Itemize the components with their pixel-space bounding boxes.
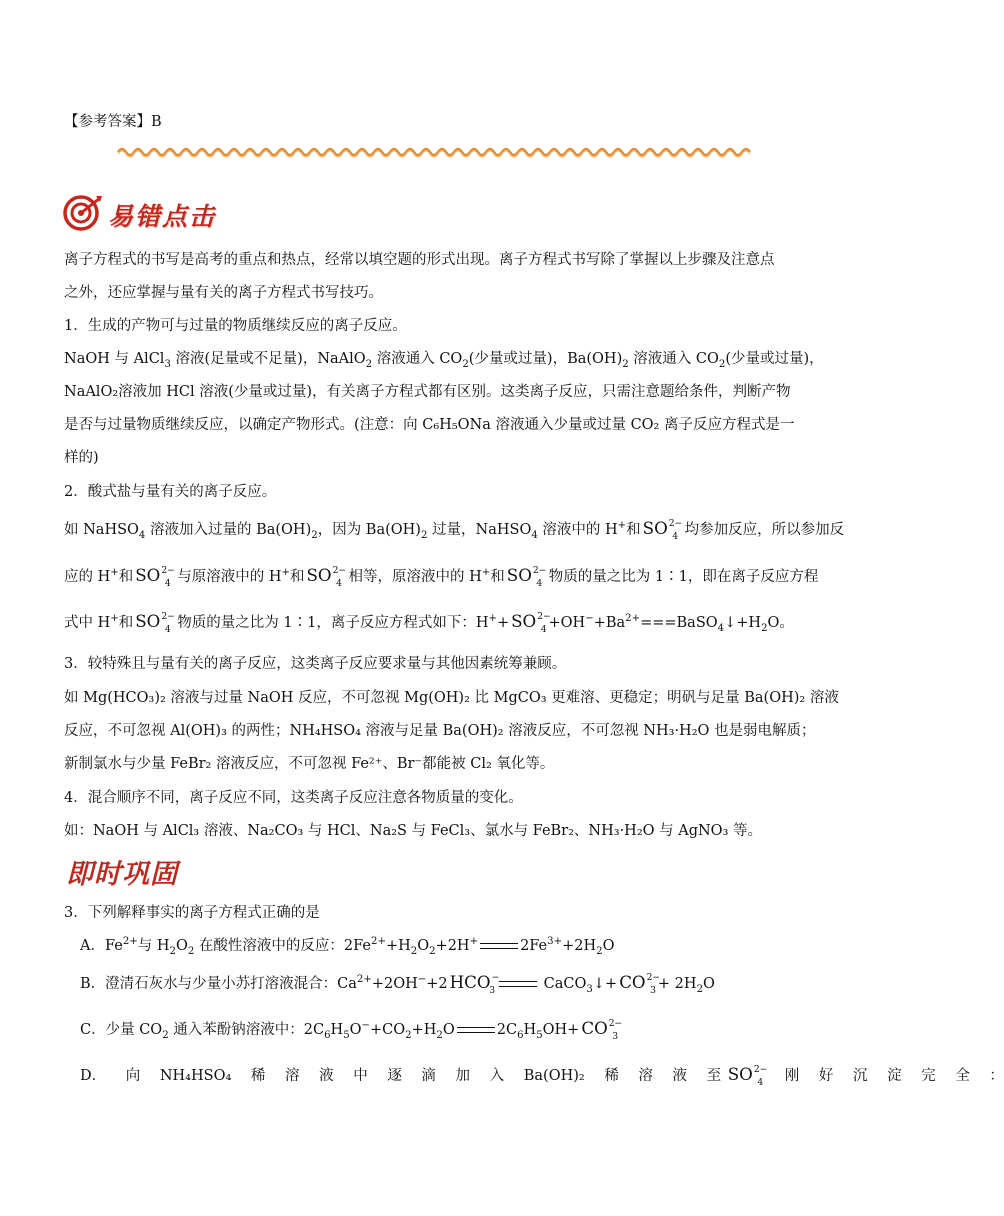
answer-value: B <box>151 114 162 130</box>
option-d-ion: $SO^{2-}_4$ 刚 好 沉 淀 完 全 ： <box>727 1064 1004 1088</box>
question-stem: 3．下列解释事实的离子方程式正确的是 <box>64 905 320 921</box>
item3-line-3: 新制氯水与少量 FeBr₂ 溶液反应，不可忽视 Fe²⁺、Br⁻都能被 Cl₂ 氧化等。 <box>64 756 555 772</box>
item2-line-2: 应的 H+和 $SO^{2-}_4$ 与原溶液中的 H+和 $SO^{2-}_4$ 相等，原溶液中的 H+和 $SO^{2-}_4$ 物质的量之比为 1∶1，即在离子反应方程 <box>64 565 819 589</box>
practice-banner: 即时巩固 <box>66 859 178 890</box>
intro-line-1: 离子方程式的书写是高考的重点和热点，经常以填空题的形式出现。离子方程式书写除了掌握以上步骤及注意点 <box>64 252 775 268</box>
option-c: C．少量 $CO_2$ 通入苯酚钠溶液中：$2C_6H_5O^-+CO_2+H_2O$ $2C_6H_5OH+ CO^{2-}_3$ <box>80 1018 623 1042</box>
answer-label: 【参考答案】 <box>64 114 151 130</box>
mistake-banner-text: 易错点击 <box>108 202 217 231</box>
mistake-banner <box>62 194 224 232</box>
option-b: B．澄清石灰水与少量小苏打溶液混合：$Ca^{2+}+2OH^-+2$ $HCO^-_3$ CaCO$_3$↓+ $CO^{2-}_3 + 2H_2O$ <box>80 972 715 996</box>
item1-line-1: NaOH 与 AlCl$_3$ 溶液(足量或不足量)，NaAlO$_2$ 溶液通入 $CO_2$(少量或过量)，$Ba(OH)_2$ 溶液通入 $CO_2$(少量或过量)， <box>64 351 824 370</box>
option-d-text: D． 向 NH₄HSO₄ 稀 溶 液 中 逐 滴 加 入 Ba(OH)₂ 稀 溶 液 至 <box>80 1068 722 1084</box>
option-a: A．$Fe^{2+}$与 $H_2O_2$ 在酸性溶液中的反应：$2Fe^{2+}+H_2O_2+2H^+$ $2Fe^{3+}+2H_2O$ <box>80 936 615 957</box>
item4-line-1: 如：NaOH 与 AlCl₃ 溶液、Na₂CO₃ 与 HCl、Na₂S 与 FeCl₃、氯水与 FeBr₂、NH₃·H₂O 与 AgNO₃ 等。 <box>64 823 762 839</box>
item3-line-1: 如 Mg(HCO₃)₂ 溶液与过量 NaOH 反应，不可忽视 Mg(OH)₂ 比 MgCO₃ 更难溶、更稳定；明矾与足量 Ba(OH)₂ 溶液 <box>64 690 839 706</box>
option-d <box>80 1064 1004 1088</box>
item2-heading: 2．酸式盐与量有关的离子反应。 <box>64 484 277 500</box>
item4-heading: 4．混合顺序不同，离子反应不同，这类离子反应注意各物质量的变化。 <box>64 790 523 806</box>
target-icon <box>62 194 104 232</box>
item1-heading: 1．生成的产物可与过量的物质继续反应的离子反应。 <box>64 318 407 334</box>
item3-line-2: 反应，不可忽视 Al(OH)₃ 的两性；NH₄HSO₄ 溶液与足量 Ba(OH)₂ 溶液反应，不可忽视 NH₃·H₂O 也是弱电解质； <box>64 723 816 739</box>
wavy-divider <box>118 146 750 158</box>
item1-line-2: NaAlO₂溶液加 HCl 溶液(少量或过量)，有关离子方程式都有区别。这类离子反应，只需注意题给条件，判断产物 <box>64 384 791 400</box>
item3-heading: 3．较特殊且与量有关的离子反应，这类离子反应要求量与其他因素统筹兼顾。 <box>64 656 567 672</box>
intro-line-2: 之外，还应掌握与量有关的离子方程式书写技巧。 <box>64 285 383 301</box>
item2-line-1: 如 NaHSO$_4$ 溶液加入过量的 $Ba(OH)_2$，因为 $Ba(OH)_2$ 过量，NaHSO$_4$ 溶液中的 H+和 $SO^{2-}_4$ 均参加反应，所以参加反 <box>64 518 845 542</box>
answer-line <box>64 110 162 131</box>
item2-line-3: 式中 H+和 $SO^{2-}_4$ 物质的量之比为 1∶1，离子反应方程式如下：$H^++ SO^{2-}_4$ $+OH^-+Ba^{2+}===BaSO_4↓+H_2O$。 <box>64 611 794 635</box>
item1-line-4: 样的) <box>64 450 99 466</box>
item1-line-3: 是否与过量物质继续反应，以确定产物形式。(注意：向 C₆H₅ONa 溶液通入少量或过量 CO₂ 离子反应方程式是一 <box>64 417 795 433</box>
